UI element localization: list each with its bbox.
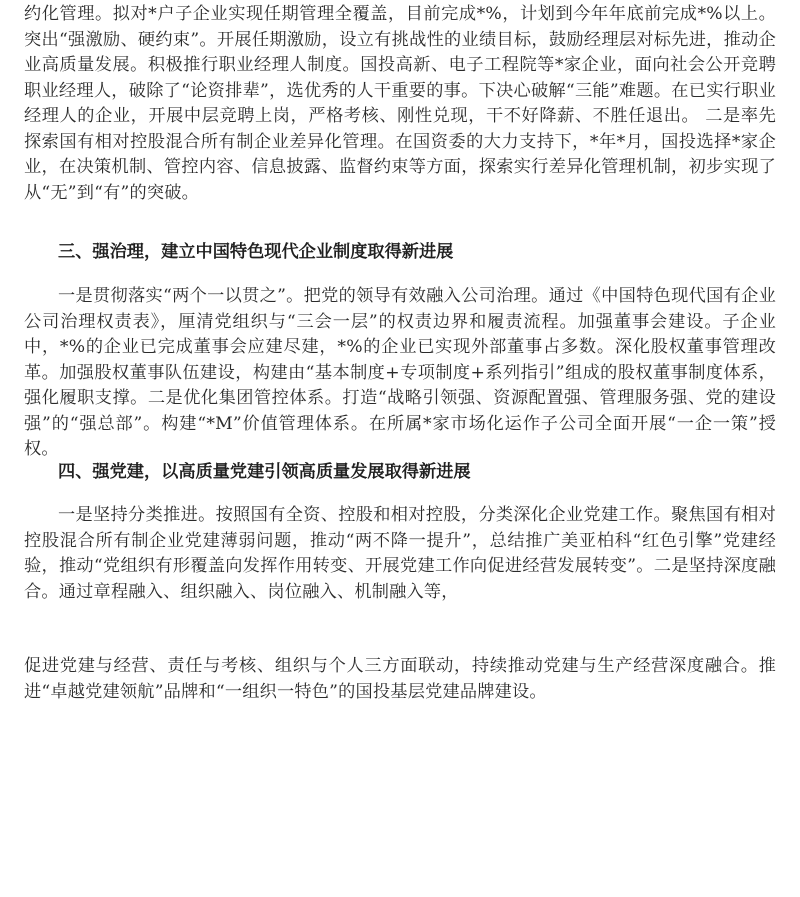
paragraph-text: 约化管理。拟对*户子企业实现任期管理全覆盖，目前完成*%，计划到今年年底前完成*%以上。突出“强激励、硬约束”。开展任期激励，设立有挑战性的业绩目标，鼓励经理层对标先进，推动企业高质量发展。积极推行职业经理人制度。国投高新、电子工程院等*家企业，面向社会公开竞聘职业经理人，破除了“论资排辈”，选优秀的人干重要的事。下决心破解“三能”难题。在已实行职业经理人的企业，开展中层竞聘上岗，严格考核、刚性兑现，干不好降薪、不胜任退出。 二是率先探索国有相对控股混合所有制企业差异化管理。在国资委的大力支持下，*年*月，国投选择*家企业，在决策机制、管控内容、信息披露、监督约束等方面，探索实行差异化管理机制，初步实现了从“无”到“有”的突破。 (24, 4, 776, 203)
section-heading-text: 三、强治理，建立中国特色现代企业制度取得新进展 (58, 242, 454, 262)
section-heading-text: 四、强党建，以高质量党建引领高质量发展取得新进展 (58, 462, 471, 482)
paragraph-continuation (24, 654, 776, 705)
paragraph-intro (24, 2, 776, 206)
section-heading-3 (24, 240, 776, 266)
paragraph-text: 一是贯彻落实“两个一以贯之”。把党的领导有效融入公司治理。通过《中国特色现代国有企业公司治理权责表》，厘清党组织与“三会一层”的权责边界和履责流程。加强董事会建设。子企业中，*%的企业已完成董事会应建尽建，*%的企业已实现外部董事占多数。深化股权董事管理改革。加强股权董事队伍建设，构建由“基本制度+专项制度+系列指引”组成的股权董事制度体系，强化履职支撑。二是优化集团管控体系。打造“战略引领强、资源配置强、管理服务强、党的建设强”的“强总部”。构建“*M”价值管理体系。在所属*家市场化运作子公司全面开展“一企一策”授权。 (24, 286, 776, 459)
section-heading-4 (24, 460, 776, 486)
paragraph-text: 促进党建与经营、责任与考核、组织与个人三方面联动，持续推动党建与生产经营深度融合。推进“卓越党建领航”品牌和“一组织一特色”的国投基层党建品牌建设。 (24, 656, 776, 702)
paragraph-governance (24, 284, 776, 463)
paragraph-party-building (24, 503, 776, 605)
paragraph-text: 一是坚持分类推进。按照国有全资、控股和相对控股，分类深化企业党建工作。聚焦国有相对控股混合所有制企业党建薄弱问题，推动“两不降一提升”，总结推广美亚柏科“红色引擎”党建经验，推动“党组织有形覆盖向发挥作用转变、开展党建工作向促进经营发展转变”。二是坚持深度融合。通过章程融入、组织融入、岗位融入、机制融入等， (24, 505, 776, 602)
